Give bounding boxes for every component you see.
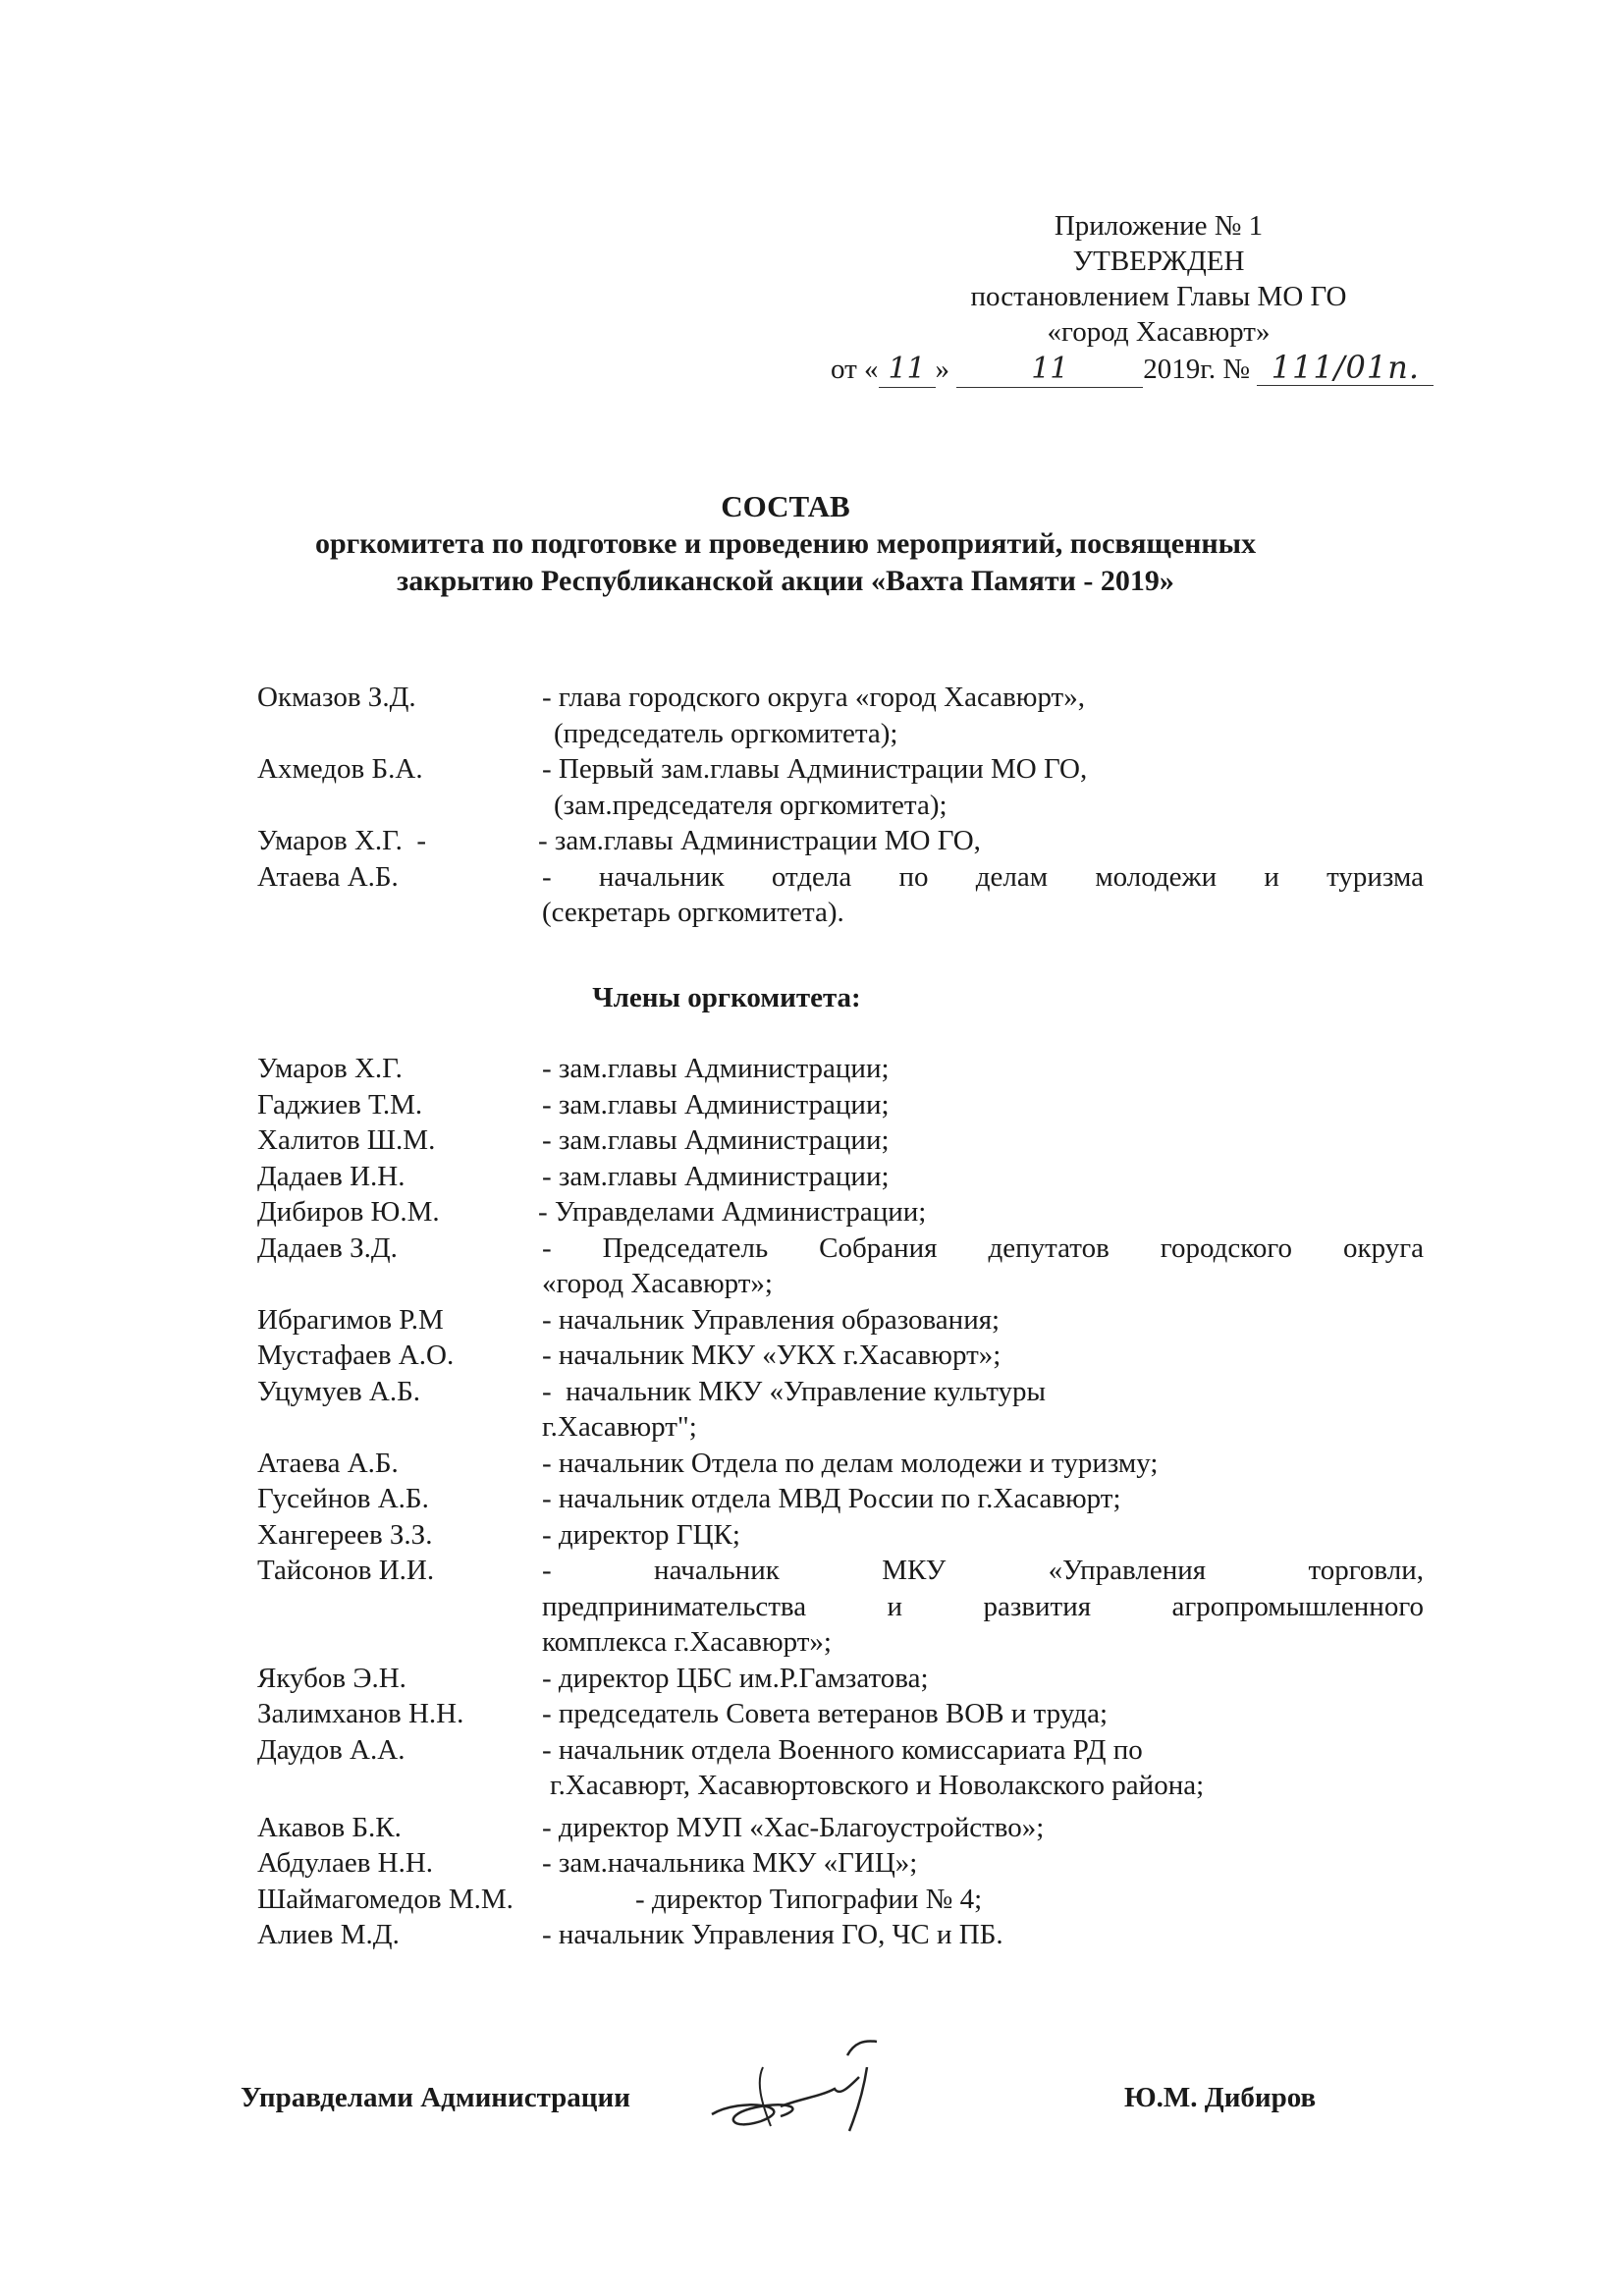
- list-item: [257, 823, 1424, 859]
- member-role: - начальник Управления ГО, ЧС и ПБ.: [542, 1919, 1003, 1950]
- member-role: - зам.главы Администрации;: [542, 1124, 890, 1156]
- member-role: - директор МУП «Хас-Благоустройство»;: [542, 1811, 1045, 1843]
- date-mid: »: [935, 354, 950, 385]
- member-name: Абдулаев Н.Н.: [257, 1847, 434, 1879]
- signatory-position: Управделами Администрации: [241, 2082, 630, 2113]
- member-name: Дадаев З.Д.: [257, 1231, 398, 1264]
- handwritten-day: 11: [879, 352, 936, 388]
- list-item: [257, 1810, 1424, 1846]
- member-role: - зам.главы Администрации;: [542, 1088, 890, 1121]
- role-line: предпринимательства и развития агропромышленного: [542, 1590, 1424, 1622]
- member-role: - председатель Совета ветеранов ВОВ и труда;: [542, 1698, 1109, 1729]
- handwritten-doc-number: 111/01п.: [1257, 350, 1434, 386]
- member-role: [542, 1553, 1424, 1661]
- member-role: - зам.начальника МКУ «ГИЦ»;: [542, 1847, 918, 1879]
- member-role: - начальник Отдела по делам молодежи и туризму;: [542, 1447, 1159, 1479]
- list-item: [257, 1159, 1424, 1195]
- list-item: [257, 1374, 1424, 1446]
- list-item: [257, 1845, 1424, 1882]
- member-name: Халитов Ш.М.: [257, 1124, 436, 1156]
- member-role: [542, 680, 1424, 751]
- member-name: Дибиров Ю.М.: [257, 1196, 440, 1228]
- member-name: Даудов А.А.: [257, 1733, 406, 1766]
- member-name: Гаджиев Т.М.: [257, 1088, 423, 1121]
- list-item: [257, 859, 1424, 931]
- member-role: - Управделами Администрации;: [538, 1196, 927, 1228]
- role-line: - Первый зам.главы Администрации МО ГО,: [542, 753, 1088, 785]
- member-name: Алиев М.Д.: [257, 1919, 400, 1950]
- approval-block: [825, 208, 1492, 388]
- title-line-1: оргкомитета по подготовке и проведению мероприятий, посвященных: [314, 527, 1257, 560]
- member-role: [542, 1230, 1424, 1302]
- member-name: Окмазов З.Д.: [257, 682, 416, 713]
- member-name: Гусейнов А.Б.: [257, 1483, 429, 1514]
- role-line: - начальник МКУ «Управление культуры: [542, 1375, 1046, 1407]
- role-line: г.Хасавюрт, Хасавюртовского и Новолакского района;: [550, 1770, 1205, 1801]
- list-item: [257, 1696, 1424, 1732]
- document-title: [236, 488, 1335, 600]
- member-role: - директор ЦБС им.Р.Гамзатова;: [542, 1662, 929, 1694]
- handwritten-signature: [702, 2028, 889, 2136]
- approved-label: УТВЕРЖДЕН: [1072, 246, 1245, 277]
- member-role: - директор Типографии № 4;: [635, 1883, 983, 1915]
- role-line: - начальник МКУ «Управления торговли,: [542, 1555, 1424, 1586]
- member-role: [542, 1374, 1424, 1446]
- role-line: - Председатель Собрания депутатов городского округа: [542, 1231, 1424, 1264]
- role-line: - начальник отдела по делам молодежи и туризма: [542, 860, 1424, 893]
- role-line: комплекса г.Хасавюрт»;: [542, 1626, 832, 1658]
- date-prefix: от «: [831, 354, 879, 385]
- title-line-2: закрытию Республиканской акции «Вахта Памяти - 2019»: [397, 565, 1174, 597]
- list-item: [257, 1517, 1424, 1554]
- role-line: (секретарь оргкомитета).: [542, 897, 844, 928]
- role-line: г.Хасавюрт";: [542, 1411, 697, 1443]
- member-role: - зам.главы Администрации;: [542, 1053, 890, 1084]
- member-role: - начальник Управления образования;: [542, 1303, 1001, 1336]
- list-item: [257, 1051, 1424, 1087]
- list-item: [257, 1661, 1424, 1697]
- list-item: [257, 1194, 1424, 1230]
- members-list: [257, 1051, 1424, 1953]
- list-item: [257, 751, 1424, 823]
- city-label: «город Хасавюрт»: [1047, 316, 1271, 348]
- member-role: - начальник отдела МВД России по г.Хасавюрт;: [542, 1483, 1121, 1514]
- role-line: (председатель оргкомитета);: [554, 717, 898, 749]
- member-role: - начальник МКУ «УКХ г.Хасавюрт»;: [542, 1339, 1001, 1371]
- member-name: Уцумуев А.Б.: [257, 1375, 420, 1407]
- member-name: Хангереев З.З.: [257, 1518, 433, 1551]
- handwritten-month: 11: [956, 352, 1143, 388]
- member-name: Атаева А.Б.: [257, 860, 399, 893]
- member-role: [542, 859, 1424, 931]
- list-item: [257, 1446, 1424, 1482]
- member-name: Умаров Х.Г.: [257, 1053, 403, 1084]
- member-name: Атаева А.Б.: [257, 1447, 399, 1479]
- member-role: [542, 751, 1424, 823]
- leadership-list: [257, 680, 1424, 931]
- date-line: [825, 350, 1492, 388]
- list-item: [257, 1553, 1424, 1661]
- list-item: [257, 1917, 1424, 1953]
- title-heading: СОСТАВ: [721, 489, 850, 523]
- role-line: «город Хасавюрт»;: [542, 1268, 773, 1299]
- date-year: 2019г. №: [1143, 354, 1251, 385]
- list-item: [257, 1087, 1424, 1123]
- member-role: - зам.главы Администрации МО ГО,: [538, 825, 981, 856]
- member-name: Мустафаев А.О.: [257, 1339, 455, 1371]
- list-item: [257, 1732, 1424, 1804]
- member-role: [542, 1732, 1424, 1804]
- signature-block: [241, 2052, 1370, 2131]
- member-name: Умаров Х.Г. -: [257, 825, 427, 856]
- decree-label: постановлением Главы МО ГО: [970, 281, 1347, 312]
- role-line: - глава городского округа «город Хасавюрт»,: [542, 682, 1085, 713]
- member-name: Тайсонов И.И.: [257, 1555, 435, 1586]
- appendix-label: Приложение № 1: [1054, 210, 1264, 242]
- role-line: - начальник отдела Военного комиссариата РД по: [542, 1733, 1143, 1766]
- list-item: [257, 1882, 1424, 1918]
- members-heading: Члены оргкомитета:: [592, 982, 861, 1013]
- member-role: - директор ГЦК;: [542, 1518, 740, 1551]
- member-name: Акавов Б.К.: [257, 1811, 402, 1843]
- list-item: [257, 1122, 1424, 1159]
- member-name: Ахмедов Б.А.: [257, 753, 423, 785]
- member-name: Ибрагимов Р.М: [257, 1303, 444, 1336]
- member-name: Якубов Э.Н.: [257, 1662, 406, 1694]
- member-name: Залимханов Н.Н.: [257, 1698, 464, 1729]
- list-item: [257, 1338, 1424, 1374]
- list-item: [257, 1481, 1424, 1517]
- member-name: Шаймагомедов М.М.: [257, 1883, 514, 1915]
- role-line: (зам.председателя оргкомитета);: [554, 789, 947, 821]
- list-item: [257, 1302, 1424, 1339]
- member-name: Дадаев И.Н.: [257, 1160, 406, 1192]
- member-role: - зам.главы Администрации;: [542, 1160, 890, 1192]
- list-item: [257, 680, 1424, 751]
- list-item: [257, 1230, 1424, 1302]
- signatory-name: Ю.М. Дибиров: [1124, 2082, 1317, 2113]
